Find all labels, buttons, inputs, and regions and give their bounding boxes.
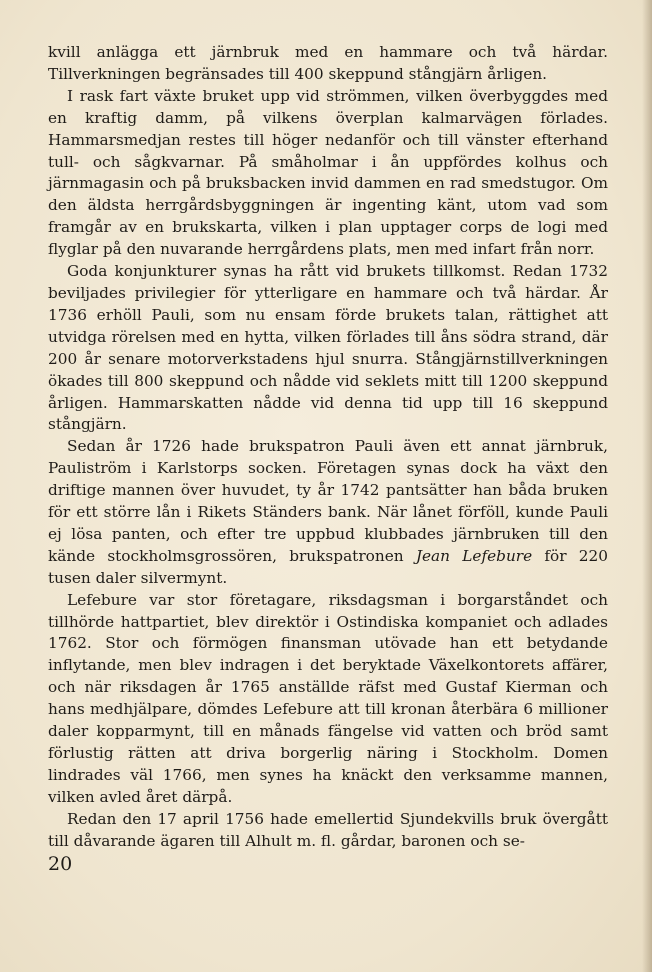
paragraph-4-text: Sedan år 1726 hade brukspatron Pauli även ett annat järnbruk, Pauliström i Karlstorps socken. Företagen synas dock ha växt den driftige mannen över huvudet, ty år 1742 pantsätter han båda bruken för ett större lån i Rikets Ständers bank. När lånet förföll, kunde Pauli ej lösa panten, och efter tre uppbud klubbades järnbruken till den kände stockholmsgrossören, brukspatronen bbox=[48, 437, 608, 565]
paragraph-6: Redan den 17 april 1756 hade emellertid Sjundekvills bruk övergått till dåvarande ägaren till Alhult m. fl. gårdar, baronen och se- bbox=[48, 809, 608, 850]
page-edge-shadow bbox=[642, 0, 652, 972]
person-name-italic: Jean Lefebure bbox=[415, 546, 533, 565]
paragraph-2: I rask fart växte bruket upp vid strömmen, vilken överbyggdes med en kraftig damm, på vilkens överplan kalmarvägen förlades. Hammarsmedjan restes till höger nedanför och till vänster efterhand tull- och sågkvarnar. På småholmar i ån uppfördes kolhus och järnmagasin och på bruksbacken invid dammen en rad smedstugor. Om den äldsta herrgårdsbyggningen är ingenting känt, utom vad som framgår av en brukskarta, vilken i plan upptager corps de logi med flyglar på den nuvarande herrgårdens plats, men med infart från norr. bbox=[48, 86, 608, 259]
paragraph-3: Goda konjunkturer synas ha rått vid brukets tillkomst. Redan 1732 beviljades privilegier för ytterligare en hammare och två härdar. År 1736 erhöll Pauli, som nu ensam förde brukets talan, rättighet att utvidga rörelsen med en hytta, vilken förlades till åns södra strand, där 200 år senare motorverkstadens hjul snurra. Stångjärnstillverkningen ökades till 800 skeppund och nådde vid seklets mitt till 1200 skeppund årligen. Hammarskatten nådde vid denna tid upp till 16 skeppund stångjärn. bbox=[48, 262, 608, 434]
paragraph-5: Lefebure var stor företagare, riksdagsman i borgarståndet och tillhörde hattpartiet, blev direktör i Ostindiska kompaniet och adlades 1762. Stor och förmögen finansman utövade han ett betydande inflytande, men blev indragen i det beryktade Växelkontorets affärer, och när riksdagen år 1765 anställde räfst med Gustaf Kierman och hans medhjälpare, dömdes Lefebure att till kronan återbära 6 millioner daler kopparmynt, till en månads fängelse vid vatten och bröd samt förlustig rätten att driva borgerlig näring i Stockholm. Domen lindrades väl 1766, men synes ha knäckt den verksamme mannen, vilken avled året därpå. bbox=[48, 590, 608, 806]
paragraph-4 bbox=[48, 436, 608, 589]
paragraph-1: kvill anlägga ett järnbruk med en hammare och två härdar. Tillverkningen begränsades till 400 skeppund stångjärn årligen. bbox=[48, 43, 608, 83]
page-number: 20 bbox=[48, 853, 73, 875]
body-text bbox=[48, 42, 608, 853]
paragraph-4-text-end: för 220 tusen daler silvermynt. bbox=[48, 546, 609, 587]
